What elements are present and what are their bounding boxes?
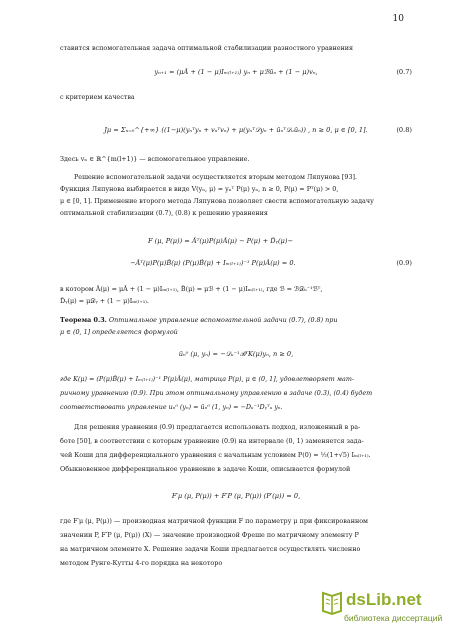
text-line: с критерием качества <box>60 93 135 101</box>
text-line: Функция Ляпунова выбирается в виде V(yₙ, μ) = yₙᵀ P(μ) yₙ, n ≥ 0, P(μ) = Pᵀ(μ) > 0, <box>60 185 339 193</box>
text-line: на матричном элементе X. Решение задачи Коши предлагается осуществлять численно <box>60 545 361 553</box>
theorem-text: соответствовать управление uₙ⁰ (yₙ) = ūₙ⁰ (1, yₙ) = −Dᵤ⁻¹Dᵧᵀᵤ yₙ. <box>60 403 283 411</box>
theorem-text: где K(μ) = (P(μ)B̂(μ) + Iₘ₍ₗ₊₁₎)⁻¹ P(μ)Â(μ), матрица P(μ), μ ∈ (0, 1], удовлетворяет мат- <box>60 375 355 383</box>
text-line: Здесь vₙ ∈ ℝ^{m(l+1)} — вспомогательное управление. <box>60 155 250 163</box>
equation-body: ūₙ⁰ (μ, yₙ) = −𝒟ᵤ⁻¹ℬᵀK(μ)yₙ, n ≥ 0, <box>178 350 294 358</box>
text-line: где F′μ (μ, P(μ)) — производная матричной функции F по параметру μ при фиксированном <box>60 517 369 525</box>
equation-0-9-line2 <box>60 259 412 268</box>
equation-body-line2: −Âᵀ(μ)P(μ)B̂(μ) (P(μ)B̂(μ) + Iₘ₍ₗ₊₁₎)⁻¹ P(μ)Â(μ) = 0. <box>130 259 296 267</box>
equation-number: (0.8) <box>396 126 412 134</box>
book-icon <box>320 590 344 616</box>
equation-body: Jμ = Σₙ₌₀^{+∞} ((1−μ)(yₙᵀyₙ + vₙᵀvₙ) + μ(yₙᵀ𝒟yₙ + ūₙᵀ𝒟ᵤūₙ)) , n ≥ 0, μ ∈ [0, 1]. <box>104 126 368 134</box>
watermark <box>318 586 448 634</box>
theorem-text: Оптимальное управление вспомогательной задачи (0.7), (0.8) при <box>106 316 338 324</box>
theorem-line <box>60 316 412 325</box>
equation-number: (0.7) <box>396 68 412 76</box>
page-number: 10 <box>392 14 404 24</box>
text-line: боте [50], в соответствии с которым уравнение (0.9) на интервале (0, 1) заменяется зада- <box>60 437 364 445</box>
text-line: Для решения уравнения (0.9) предлагается использовать подход, изложенный в ра- <box>74 423 361 431</box>
equation-body: F′μ (μ, P(μ)) + F′P (μ, P(μ)) (P′(μ)) = 0, <box>171 492 301 500</box>
equation-ode <box>60 492 412 501</box>
equation-body: yₙ₊₁ = (μÂ + (1 − μ)Iₘ₍ₗ₊₁₎) yₙ + μℬūₙ + (1 − μ)vₙ, <box>154 68 318 76</box>
equation-optimal-control <box>60 350 412 359</box>
watermark-logo: dsLib.net <box>346 590 422 609</box>
equation-body-line1: F (μ, P(μ)) = Âᵀ(μ)P(μ)Â(μ) − P(μ) + Ďᵧ(μ)− <box>148 237 293 245</box>
text-line: μ ∈ [0, 1]. Применение второго метода Ляпунова позволяет свести вспомогательную задачу <box>60 197 374 205</box>
theorem-text: μ ∈ (0, 1] определяется формулой <box>60 328 178 336</box>
text-line: значении P, F′P (μ, P(μ)) (X) — значение производной Фреше по матричному элементу P <box>60 531 359 539</box>
equation-0-9 <box>60 237 412 246</box>
theorem-text: ричному уравнению (0.9). При этом оптимальному управлению в задаче (0.3), (0.4) будет <box>60 389 373 397</box>
text-line: чей Коши для дифференциального уравнения с начальным условием P(0) = ½(1+√5) Iₘ₍ₗ₊₁₎. <box>60 451 371 459</box>
equation-0-7 <box>60 68 412 77</box>
theorem-label: Теорема 0.3. <box>60 316 107 324</box>
text-line: Обыкновенное дифференциальное уравнение в задаче Коши, описывается формулой <box>60 465 351 473</box>
equation-number: (0.9) <box>396 259 412 267</box>
text-line: ставится вспомогательная задача оптимальной стабилизации разностного уравнения <box>60 44 354 52</box>
text-line: методом Рунге-Кутты 4-го порядка на некоторо <box>60 559 223 567</box>
text-line: Решение вспомогательной задачи осуществляется вторым методом Ляпунова [93]. <box>74 173 358 181</box>
equation-0-8 <box>60 126 412 135</box>
text-line: в котором Â(μ) = μÂ + (1 − μ)Iₘ₍ₗ₊₁₎, B̂(μ) = μℬ + (1 − μ)Iₘ₍ₗ₊₁₎, где ℬ = ℬ𝒟ᵤ⁻¹ℬᵀ, <box>60 285 323 293</box>
text-line: Ďᵧ(μ) = μ𝒟ᵧ + (1 − μ)Iₘ₍ₗ₊₁₎. <box>60 297 149 305</box>
text-line: оптимальной стабилизации (0.7), (0.8) к решению уравнения <box>60 209 268 217</box>
watermark-subtitle: библиотека диссертаций <box>344 613 443 623</box>
